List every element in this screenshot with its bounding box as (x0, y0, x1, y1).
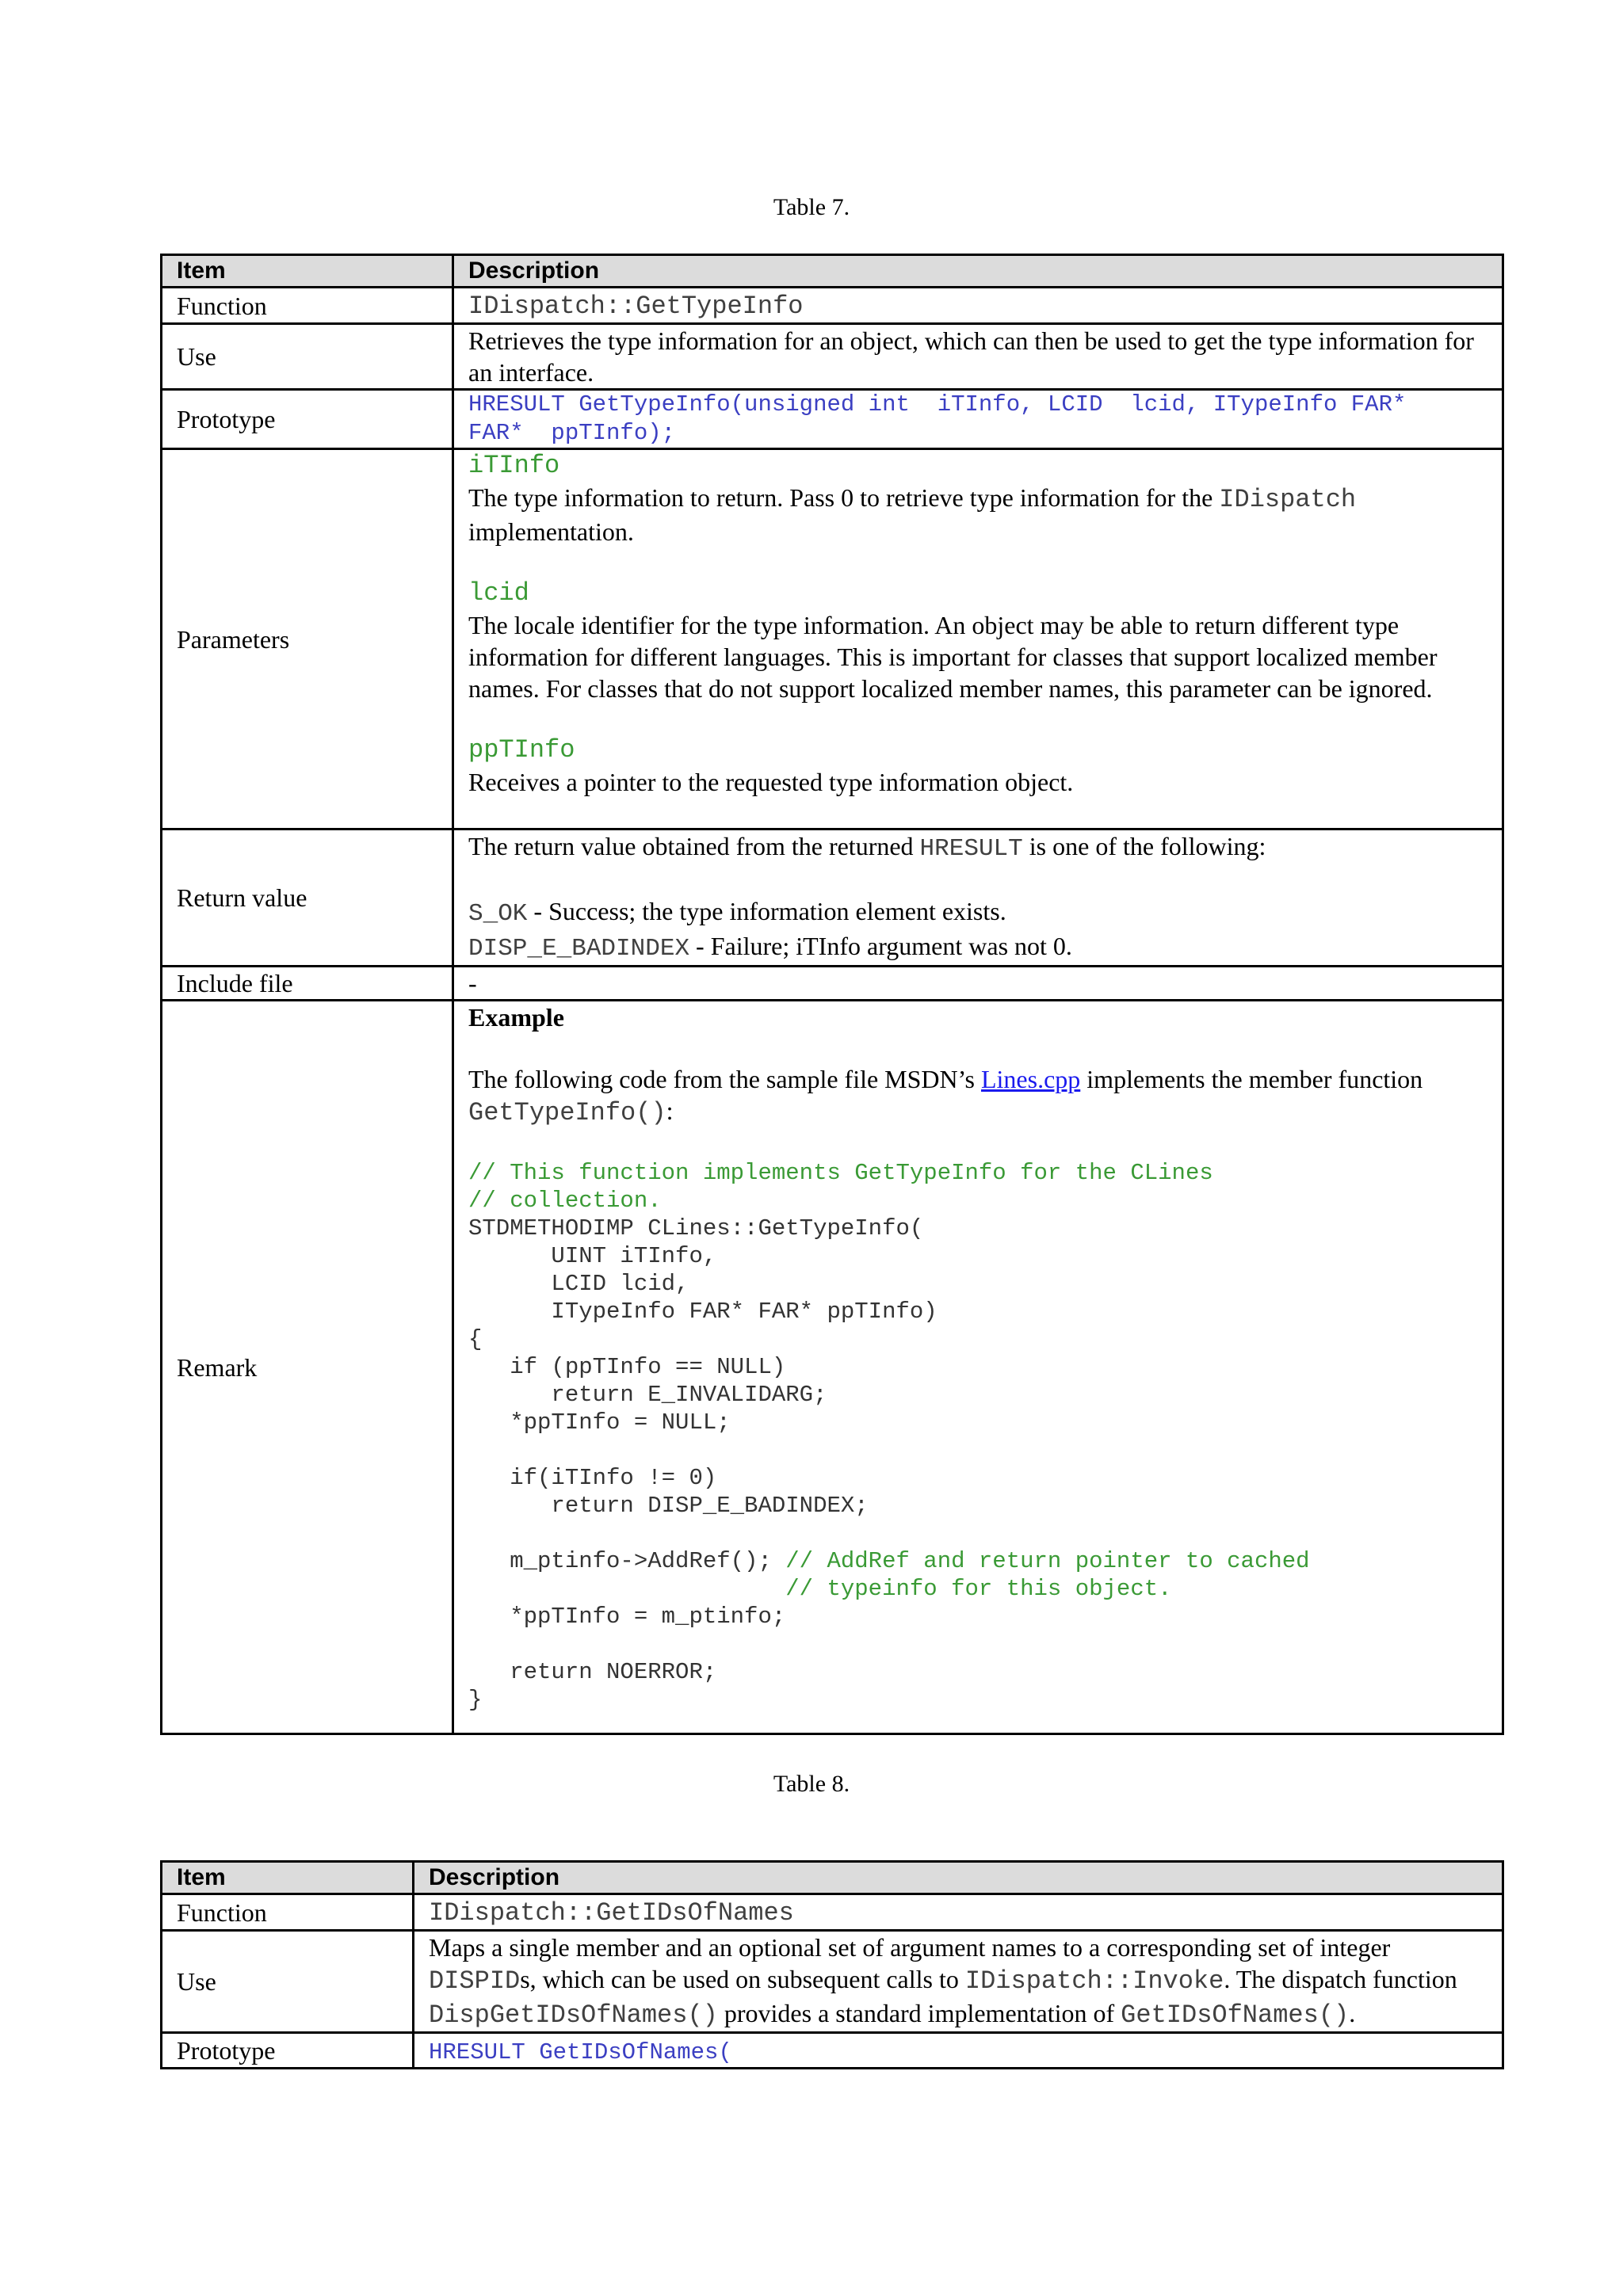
label-return-value: Return value (162, 830, 453, 967)
label-include-file: Include file (162, 967, 453, 1001)
table7 (160, 254, 1504, 1735)
prototype-line-1: HRESULT GetTypeInfo(unsigned int iTInfo, LCID lcid, ITypeInfo FAR* (468, 391, 1407, 418)
param-pptinfo-name: ppTInfo (468, 735, 575, 765)
header-description: Description (453, 255, 1503, 288)
param-itinfo-name: iTInfo (468, 451, 560, 480)
function-name: IDispatch::GetTypeInfo (468, 292, 804, 321)
row-function (162, 1894, 1503, 1931)
header-item: Item (162, 1862, 414, 1894)
row-remark (162, 1001, 1503, 1734)
prototype-line: HRESULT GetIDsOfNames( (429, 2039, 732, 2065)
param-itinfo-desc: The type information to return. Pass 0 to retrieve type information for the IDispatch implementation. (468, 483, 1357, 546)
table8-caption: Table 8. (773, 1771, 850, 1797)
row-include-file (162, 967, 1503, 1001)
label-function: Function (162, 288, 453, 324)
return-intro: The return value obtained from the returned HRESULT is one of the following: (468, 832, 1266, 863)
row-parameters (162, 449, 1503, 830)
label-prototype: Prototype (162, 390, 453, 449)
label-use: Use (162, 324, 453, 390)
param-lcid-name: lcid (468, 578, 529, 608)
include-file-value: - (453, 967, 1503, 1001)
row-use (162, 324, 1503, 390)
table7-caption: Table 7. (773, 194, 850, 220)
prototype-line-2: FAR* ppTInfo); (468, 420, 676, 446)
row-return-value (162, 830, 1503, 967)
row-prototype (162, 2033, 1503, 2069)
label-prototype: Prototype (162, 2033, 414, 2069)
use-text: Maps a single member and an optional set of argument names to a corresponding set of integer DISPIDs, which can be used on subsequent calls to IDispatch::Invoke. The dispatch function DispGetIDsOfNames() provides a standard implementation of GetIDsOfNames(). (414, 1931, 1503, 2033)
table8-header-row (162, 1862, 1503, 1894)
table8 (160, 1860, 1504, 2069)
lines-cpp-link[interactable]: Lines.cpp (980, 1065, 1081, 1093)
param-pptinfo-desc: Receives a pointer to the requested type information object. (468, 768, 1074, 796)
label-use: Use (162, 1931, 414, 2033)
return-s-ok: S_OK - Success; the type information element exists. (468, 897, 1006, 928)
header-item: Item (162, 255, 453, 288)
label-remark: Remark (162, 1001, 453, 1734)
remark-heading: Example (468, 1003, 564, 1032)
header-description: Description (414, 1862, 1503, 1894)
row-prototype (162, 390, 1503, 449)
function-name: IDispatch::GetIDsOfNames (429, 1898, 794, 1928)
return-disp-e-badindex: DISP_E_BADINDEX - Failure; iTInfo argument was not 0. (468, 932, 1072, 963)
label-parameters: Parameters (162, 449, 453, 830)
row-function (162, 288, 1503, 324)
remark-text: The following code from the sample file MSDN’s Lines.cpp implements the member function GetTypeInfo(): (468, 1065, 1423, 1127)
row-use (162, 1931, 1503, 2033)
code-block: // This function implements GetTypeInfo for the CLines // collection. STDMETHODIMP CLines::GetTypeInfo( UINT iTInfo, LCID lcid, ITypeInfo FAR* FAR* ppTInfo) { if (ppTInfo == NULL) return E_INVALIDARG; *ppTInfo = NULL; if(iTInfo != 0) return DISP_E_BADINDEX; m_ptinfo->AddRef(); // AddRef and return pointer to cached // typeinfo for this object. *ppTInfo = m_ptinfo; return NOERROR; } (468, 1160, 1310, 1713)
table7-header-row (162, 255, 1503, 288)
label-function: Function (162, 1894, 414, 1931)
param-lcid-desc: The locale identifier for the type information. An object may be able to return different type information for different languages. This is important for classes that support localized member names. For classes that do not support localized member names, this parameter can be ignored. (468, 611, 1438, 703)
use-text: Retrieves the type information for an object, which can then be used to get the type information for an interface. (453, 324, 1503, 390)
